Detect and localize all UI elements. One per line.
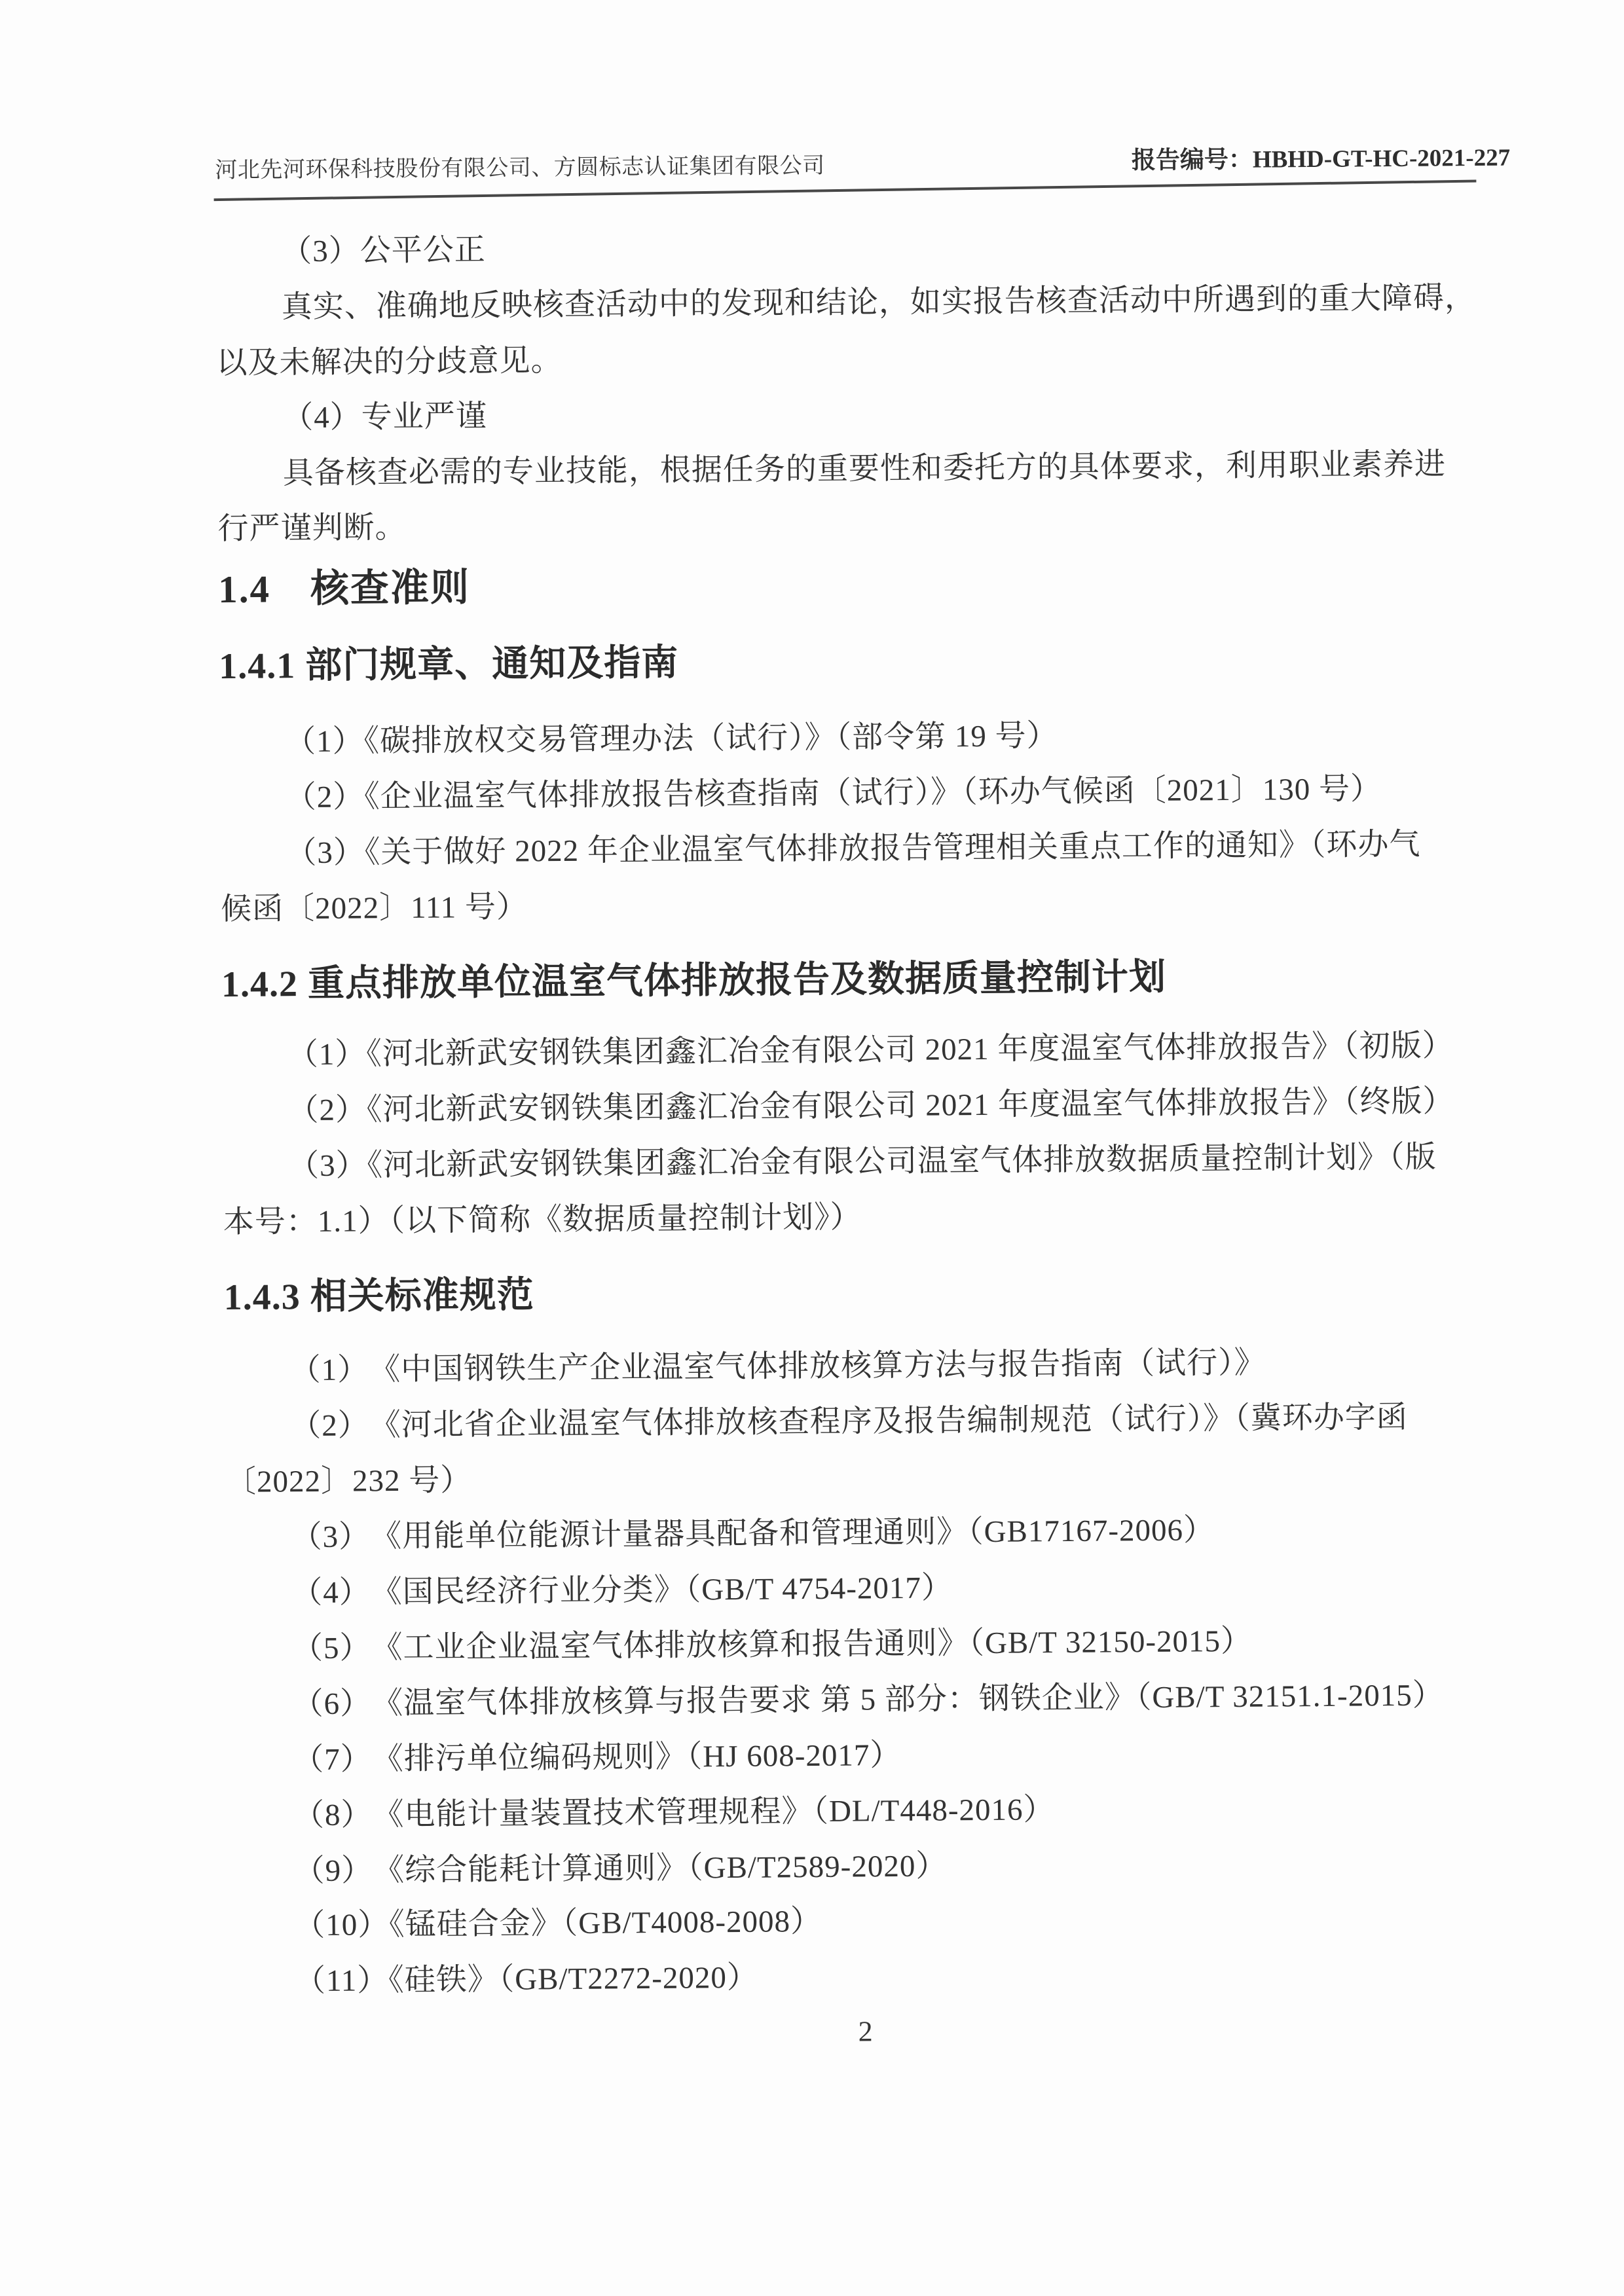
text-line: （3） 《用能单位能源计量器具配备和管理通则》（GB17167-2006） [291, 1513, 1215, 1555]
text-line: （11）《硅铁》（GB/T2272-2020） [294, 1960, 759, 1999]
text-line: 真实、准确地反映核查活动中的发现和结论，如实报告核查活动中所遇到的重大障碍， [281, 280, 1477, 325]
text-line: （2）《企业温室气体排放报告核查指南（试行）》（环办气候函〔2021〕130 号） [285, 772, 1382, 815]
subsection-heading: 1.4.3 相关标准规范 [223, 1275, 534, 1319]
text-line: （3）公平公正 [281, 232, 486, 269]
text-line: （8） 《电能计量装置技术管理规程》（DL/T448-2016） [293, 1793, 1055, 1833]
text-line: 以及未解决的分歧意见。 [216, 343, 563, 381]
text-line: （3）《河北新武安钢铁集团鑫汇冶金有限公司温室气体排放数据质量控制计划》（版 [287, 1140, 1437, 1184]
text-line: （10）《锰硅合金》（GB/T4008-2008） [294, 1904, 822, 1943]
report-number-label: 报告编号： [1131, 146, 1253, 175]
text-line: （4） 《国民经济行业分类》（GB/T 4754-2017） [291, 1571, 953, 1611]
text-line: （1）《河北新武安钢铁集团鑫汇冶金有限公司 2021 年度温室气体排放报告》（初版） [287, 1029, 1454, 1072]
text-line: （2）《河北新武安钢铁集团鑫汇冶金有限公司 2021 年度温室气体排放报告》（终版） [287, 1084, 1454, 1128]
page-number: 2 [858, 2015, 873, 2048]
header-report-number [1132, 137, 1511, 176]
text-line: 具备核查必需的专业技能，根据任务的重要性和委托方的具体要求，利用职业素养进 [282, 447, 1447, 491]
subsection-heading: 1.4.2 重点排放单位温室气体排放报告及数据质量控制计划 [221, 957, 1167, 1006]
text-line: （1） 《中国钢铁生产企业温室气体排放核算方法与报告指南（试行）》 [289, 1345, 1266, 1388]
text-line: （1）《碳排放权交易管理办法（试行）》（部令第 19 号） [284, 719, 1058, 759]
header-company-names: 河北先河环保科技股份有限公司、方圆标志认证集团有限公司 [215, 153, 825, 183]
text-line: 行严谨判断。 [217, 510, 407, 547]
text-line: 候函〔2022〕111 号） [220, 890, 528, 927]
text-line: （3）《关于做好 2022 年企业温室气体排放报告管理相关重点工作的通知》（环办气 [286, 827, 1421, 871]
text-line: （4）专业严谨 [282, 399, 487, 435]
subsection-heading: 1.4.1 部门规章、通知及指南 [218, 642, 679, 687]
text-line: （7） 《排污单位编码规则》（HJ 608-2017） [293, 1738, 902, 1777]
text-line: （9） 《综合能耗计算通则》（GB/T2589-2020） [293, 1849, 948, 1889]
section-heading: 1.4 核查准则 [218, 566, 471, 611]
text-line: （5） 《工业企业温室气体排放核算和报告通则》（GB/T 32150-2015） [291, 1624, 1253, 1666]
header-divider-line [214, 180, 1477, 202]
text-line: （6） 《温室气体排放核算与报告要求 第 5 部分：钢铁企业》（GB/T 32151.1-2015） [292, 1678, 1444, 1722]
text-line: 〔2022〕232 号） [225, 1463, 472, 1500]
text-line: （2） 《河北省企业温室气体排放核查程序及报告编制规范（试行）》（冀环办字函 [290, 1400, 1408, 1444]
report-number-value: HBHD-GT-HC-2021-227 [1252, 144, 1511, 173]
text-line: 本号：1.1）（以下简称《数据质量控制计划》） [223, 1200, 862, 1240]
